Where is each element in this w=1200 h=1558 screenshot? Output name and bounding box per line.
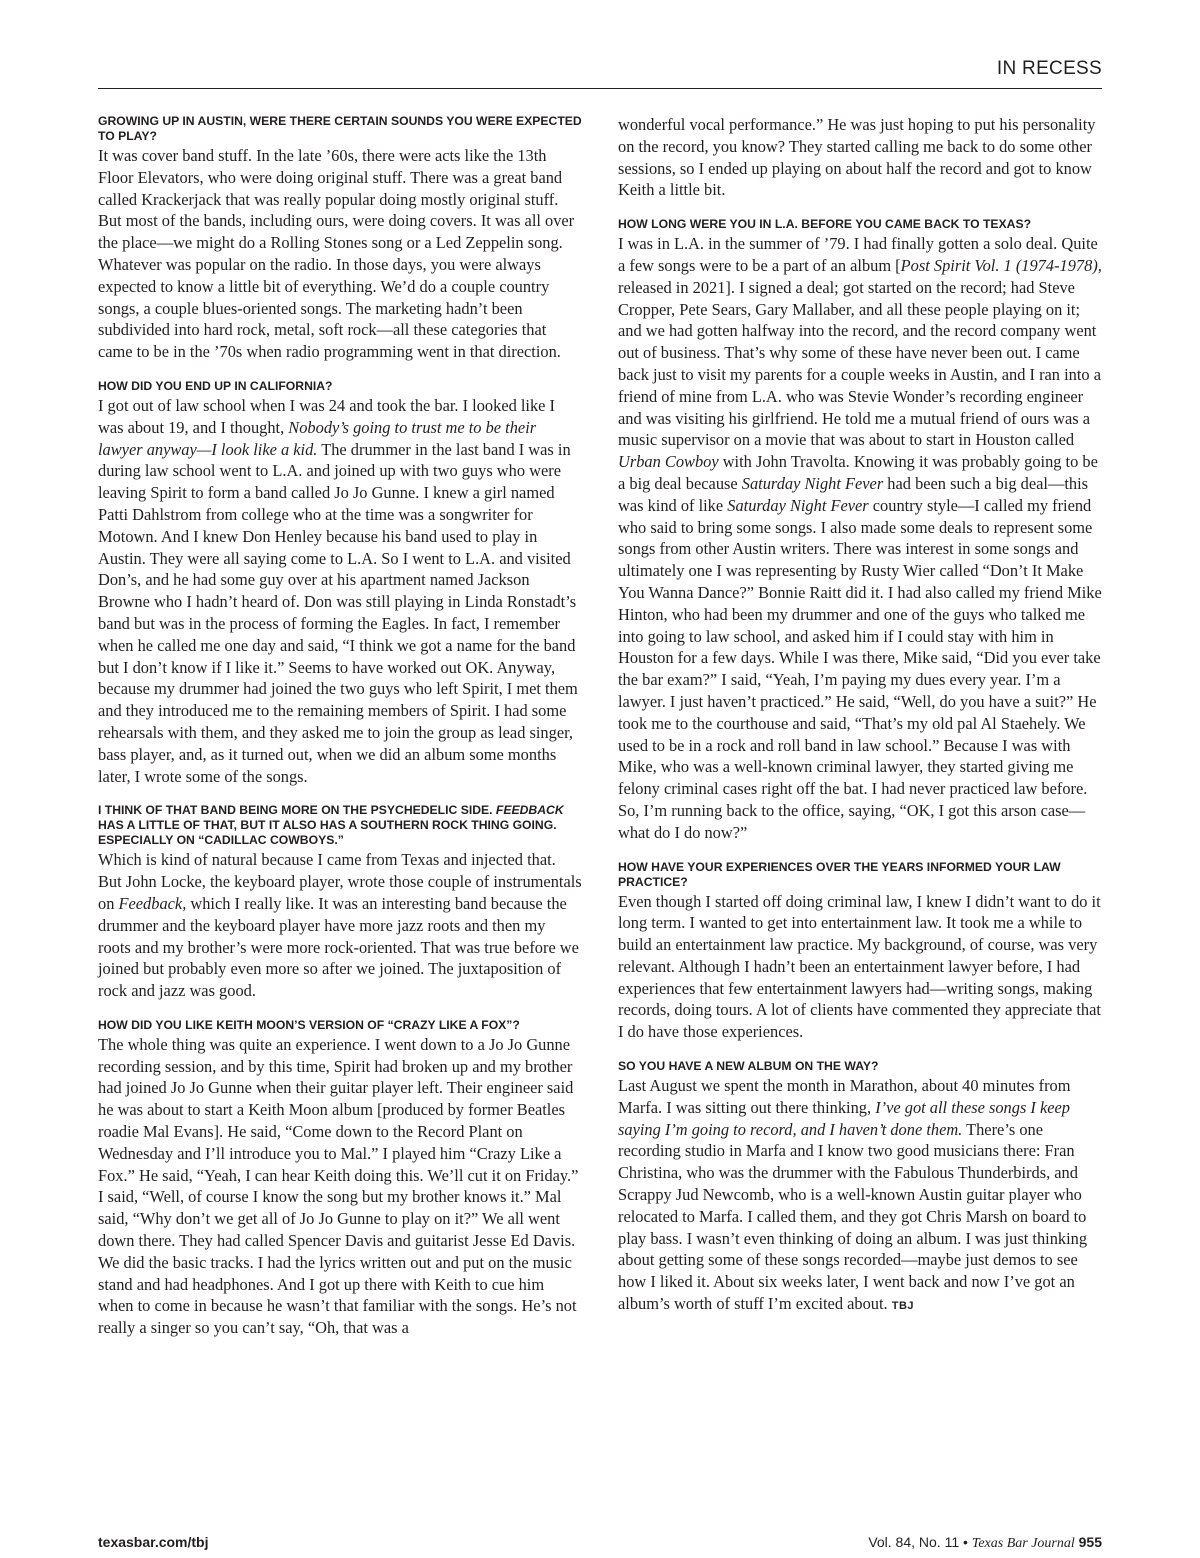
answer-text: I was in L.A. in the summer of ’79. I had finally gotten a solo deal. Quite a few songs were to be a part of an album [ [618,234,1098,275]
qa-back-to-texas [618,217,1102,843]
question: HOW HAVE YOUR EXPERIENCES OVER THE YEARS INFORMED YOUR LAW PRACTICE? [618,859,1061,889]
question-italic: FEEDBACK [495,803,564,818]
qa-psychedelic-side [98,803,582,1002]
qa-growing-up-austin [98,114,582,363]
question [98,803,582,848]
question-text: I THINK OF THAT BAND BEING MORE ON THE PSYCHEDELIC SIDE. [98,803,496,818]
header-rule [98,88,1102,89]
footer-journal: Texas Bar Journal [971,1536,1075,1551]
question-text: HAS A LITTLE OF THAT, BUT IT ALSO HAS A SOUTHERN ROCK THING GOING. ESPECIALLY ON “CADILLAC COWBOYS.” [98,818,557,848]
question: SO YOU HAVE A NEW ALBUM ON THE WAY? [618,1059,879,1074]
answer [98,395,582,787]
qa-new-album [618,1059,1102,1318]
answer-italic: Urban Cowboy [618,452,719,472]
section-header: IN RECESS [996,58,1102,79]
question: HOW DID YOU END UP IN CALIFORNIA? [98,378,333,393]
answer-text: Last August we spent the month in Marathon, about 40 minutes from Marfa. I was sitting out there thinking, [618,1076,1071,1117]
answer-italic: Post Spirit Vol. 1 (1974-1978), [900,255,1102,275]
left-column [98,114,582,1355]
answer-continuation: wonderful vocal performance.” He was just hoping to put his personality on the record, you know? They started calling me back to do some other sessions, so I ended up playing on about half the record and got to know Keith a little bit. [618,115,1096,200]
qa-california [98,379,582,787]
answer [618,1075,1102,1318]
qa-law-practice [618,860,1102,1044]
page-number: 955 [1078,1534,1102,1550]
answer: The whole thing was quite an experience. I went down to a Jo Jo Gunne recording session, and by this time, Spirit had broken up and my brother had joined Jo Jo Gunne when their guitar player left. Their engineer said he was about to start a Keith Moon album [produced by former Beatles roadie Mal Evans]. He said, “Come down to the Record Plant on Wednesday and I’ll introduce you to Mal.” I played him “Crazy Like a Fox.” He said, “Yeah, I can hear Keith doing this. We’ll cut it on Friday.” I said, “Well, of course I know the song but my brother knows it.” Mal said, “Why don’t we get all of Jo Jo Gunne to play on it?” We all went down there. They had called Spencer Davis and guitarist Jesse Ed Davis. We did the basic tracks. I had the lyrics written out and put on the music stand and had headphones. And I got up there with Keith to cue him when to come in because he wasn’t that familiar with the songs. He’s not really a singer so you can’t say, “Oh, that was a [98,1034,579,1338]
answer-text: Which is kind of natural because I came from Texas and injected that. But John Locke, the keyboard player, wrote those couple of instrumentals on [98,850,582,913]
qa-keith-moon [98,1018,582,1339]
answer [98,849,582,1002]
answer-italic: Saturday Night Fever [741,473,884,493]
answer-text: which I really like. It was an interesting band because the drummer and the keyboard player have more jazz roots and then my roots and my brother’s were more rock-oriented. That was true before we joined but probably even more so after we joined. The juxtaposition of rock and jazz was good. [98,893,579,1001]
answer-text: I got out of law school when I was 24 and took the bar. I looked like I was about 19, and I thought, [98,395,556,437]
footer-volume: Vol. 84, No. 11 [868,1534,960,1550]
footer-bullet: • [963,1534,968,1550]
question: HOW DID YOU LIKE KEITH MOON’S VERSION OF “CRAZY LIKE A FOX”? [98,1017,520,1032]
question: HOW LONG WERE YOU IN L.A. BEFORE YOU CAME BACK TO TEXAS? [618,217,1032,232]
answer-text: with John Travolta. Knowing it was probably going to be a big deal because [618,452,1098,493]
answer-italic: Nobody’s going to trust me to be their lawyer anyway—I look like a kid. [98,417,537,459]
answer [618,233,1102,843]
footer-url: texasbar.com/tbj [98,1534,209,1550]
answer: It was cover band stuff. In the late ’60s, there were acts like the 13th Floor Elevators, who were doing original stuff. There was a great band called Krackerjack that was really popular doing mostly original stuff. But most of the bands, including ours, were doing covers. It was all over the place—we might do a Rolling Stones song or a Led Zeppelin song. Whatever was popular on the radio. In those days, you were always expected to know a little bit of everything. We’d do a couple country songs, a couple blues-oriented songs. The marketing hadn’t been subdivided into hard rock, metal, soft rock—all these categories that came to be in the ’70s when radio programming went in that direction. [98,146,575,362]
answer-italic: Saturday Night Fever [727,495,869,515]
tbj-end-mark: TBJ [891,1300,915,1313]
answer-text: released in 2021]. I signed a deal; got started on the record; had Steve Cropper, Pete Sears, Gary Mallaber, and all these people playing on it; and we had gotten halfway into the record, and the record company went out of business. That’s why some of these have never been out. I came back just to visit my parents for a couple weeks in Austin, and I ran into a friend of mine from L.A. who was Stevie Wonder’s recording engineer and was visiting his girlfriend. He told me a mutual friend of ours was a music supervisor on a movie that was about to start in Houston called [618,277,1101,450]
answer-text: The drummer in the last band I was in during law school went to L.A. and joined up with two guys who were leaving Spirit to form a band called Jo Jo Gunne. I knew a girl named Patti Dahlstrom from college who at the time was a songwriter for Motown. And I knew Don Henley because his band used to play in Austin. They were all saying come to L.A. So I went to L.A. and visited Don’s, and he had some guy over at his apartment named Jackson Browne who I hadn’t heard of. Don was still playing in Linda Ronstadt’s band but was in the process of forming the Eagles. In fact, I remember when he called me one day and said, “I think we got a name for the band but I don’t know if I like it.” Seems to have worked out OK. Anyway, because my drummer had joined the two guys who left Spirit, I met them and they introduced me to the remaining members of Spirit. I had some rehearsals with them, and they asked me to join the group as lead singer, bass player, and, as it turned out, when we did an album some months later, I wrote some of the songs. [98,439,578,786]
answer-italic: I’ve got all these songs I keep saying I’m going to record, and I haven’t done them. [618,1097,1071,1139]
answer: Even though I started off doing criminal law, I knew I didn’t want to do it long term. I wanted to get into entertainment law. It took me a while to build an entertainment law practice. My background, of course, was very relevant. Although I hadn’t been an entertainment lawyer before, I had experiences that few entertainment lawyers had—writing songs, making records, doing tours. A lot of clients have commented they appreciate that I do have those experiences. [618,891,1101,1042]
footer-issue-info [868,1534,1102,1552]
answer-italic: Feedback, [118,893,187,913]
right-column [618,114,1102,1334]
question: GROWING UP IN AUSTIN, WERE THERE CERTAIN SOUNDS YOU WERE EXPECTED TO PLAY? [98,114,582,143]
answer-text: country style—I called my friend who said to bring some songs. I also made some deals to represent some songs from other Austin writers. There was interest in some songs and ultimately one I was representing by Rusty Wier called “Don’t It Make You Wanna Dance?” Bonnie Raitt did it. I had also called my friend Mike Hinton, who had been my drummer and one of the guys who talked me into going to law school, and asked him if I could stay with him in Houston for a few days. While I was there, Mike said, “Did you ever take the bar exam?” I said, “Yeah, I’m paying my dues every year. I’m a lawyer. I just haven’t practiced.” He said, “Well, do you have a suit?” He took me to the courthouse and said, “That’s my old pal Al Staehely. We used to be in a rock and roll band in law school.” Because I was with Mike, who was a well-known criminal lawyer, they started giving me felony criminal cases right off the bat. I had never practiced law before. So, I’m running back to the office, saying, “OK, I got this arson case—what do I do now?” [618,495,1102,842]
answer-text: had been such a big deal—this was kind of like [618,473,1089,515]
answer-text: There’s one recording studio in Marfa and I know two good musicians there: Fran Christina, who was the drummer with the Fabulous Thunderbirds, and Scrappy Jud Newcomb, who is a well-known Austin guitar player who relocated to Marfa. I called them, and they got Chris Marsh on board to play bass. I wasn’t even thinking of doing an album. I was just thinking about getting some of these songs recorded—maybe just demos to see how I liked it. About six weeks later, I went back and now I’ve got an album’s worth of stuff I’m excited about. [618,1119,1088,1314]
